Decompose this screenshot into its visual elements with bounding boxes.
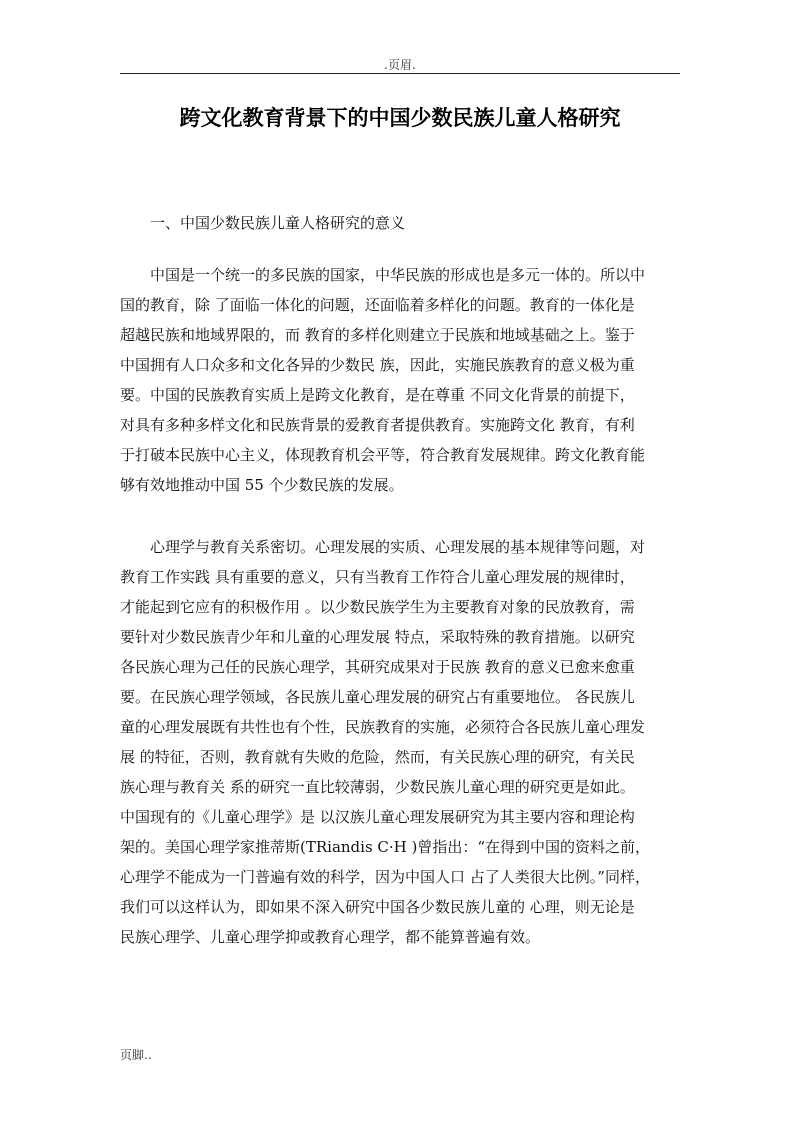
paragraph-line: 童的心理发展既有共性也有个性，民族教育的实施，必须符合各民族儿童心理发 [120, 718, 646, 736]
paragraph-line: 超越民族和地域界限的，而 教育的多样化则建立于民族和地域基础之上。鉴于 [120, 326, 635, 344]
paragraph-line: 展 的特征，否则，教育就有失败的危险，然而，有关民族心理的研究，有关民 [120, 748, 635, 766]
paragraph-line: 中国拥有人口众多和文化各异的少数民 族，因此，实施民族教育的意义极为重 [120, 356, 635, 374]
paragraph-line: 要。在民族心理学领域，各民族儿童心理发展的研究占有重要地位。 各民族儿 [120, 688, 635, 706]
header-divider [120, 73, 680, 74]
paragraph-line: 民族心理学、儿童心理学抑或教育心理学，都不能算普遍有效。 [120, 928, 541, 946]
page-footer: 页脚.. [120, 1048, 152, 1062]
paragraph-line: 架的。美国心理学家推蒂斯(TRiandis C·H )曾指出：“在得到中国的资料之前， [120, 838, 651, 856]
paragraph-line: 心理学不能成为一门普遍有效的科学，因为中国人口 占了人类很大比例。”同样， [120, 868, 650, 886]
paragraph-line: 心理学与教育关系密切。心理发展的实质、心理发展的基本规律等问题，对 [150, 538, 646, 556]
paragraph-line: 教育工作实践 具有重要的意义，只有当教育工作符合儿童心理发展的规律时， [120, 568, 635, 586]
paragraph-line: 族心理与教育关 系的研究一直比较薄弱，少数民族儿童心理的研究更是如此。 [120, 778, 635, 796]
paragraph-line: 我们可以这样认为，即如果不深入研究中国各少数民族儿童的 心理，则无论是 [120, 898, 635, 916]
paragraph-line: 对具有多种多样文化和民族背景的爱教育者提供教育。实施跨文化 教育，有利 [120, 416, 635, 434]
paragraph-line: 各民族心理为己任的民族心理学，其研究成果对于民族 教育的意义已愈来愈重 [120, 658, 635, 676]
paragraph-significance [120, 260, 684, 500]
paragraph-line: 要。中国的民族教育实质上是跨文化教育，是在尊重 不同文化背景的前提下， [120, 386, 635, 404]
page-header: .页眉. [384, 58, 416, 72]
paragraph-line: 才能起到它应有的积极作用 。以少数民族学生为主要教育对象的民放教育，需 [120, 598, 635, 616]
paragraph-line: 国的教育，除 了面临一体化的问题，还面临着多样化的问题。教育的一体化是 [120, 296, 635, 314]
paragraph-line: 要针对少数民族青少年和儿童的心理发展 特点，采取特殊的教育措施。以研究 [120, 628, 635, 646]
document-title: 跨文化教育背景下的中国少数民族儿童人格研究 [179, 106, 621, 130]
paragraph-line: 中国是一个统一的多民族的国家，中华民族的形成也是多元一体的。所以中 [150, 266, 646, 284]
section-heading: 一、中国少数民族儿童人格研究的意义 [150, 214, 406, 232]
paragraph-psychology-education [120, 532, 684, 952]
paragraph-line: 于打破本民族中心主义，体现教育机会平等，符合教育发展规律。跨文化教育能 [120, 446, 646, 464]
paragraph-line: 中国现有的《儿童心理学》是 以汉族儿童心理发展研究为其主要内容和理论构 [120, 808, 635, 826]
paragraph-line: 够有效地推动中国 55 个少数民族的发展。 [120, 476, 404, 494]
